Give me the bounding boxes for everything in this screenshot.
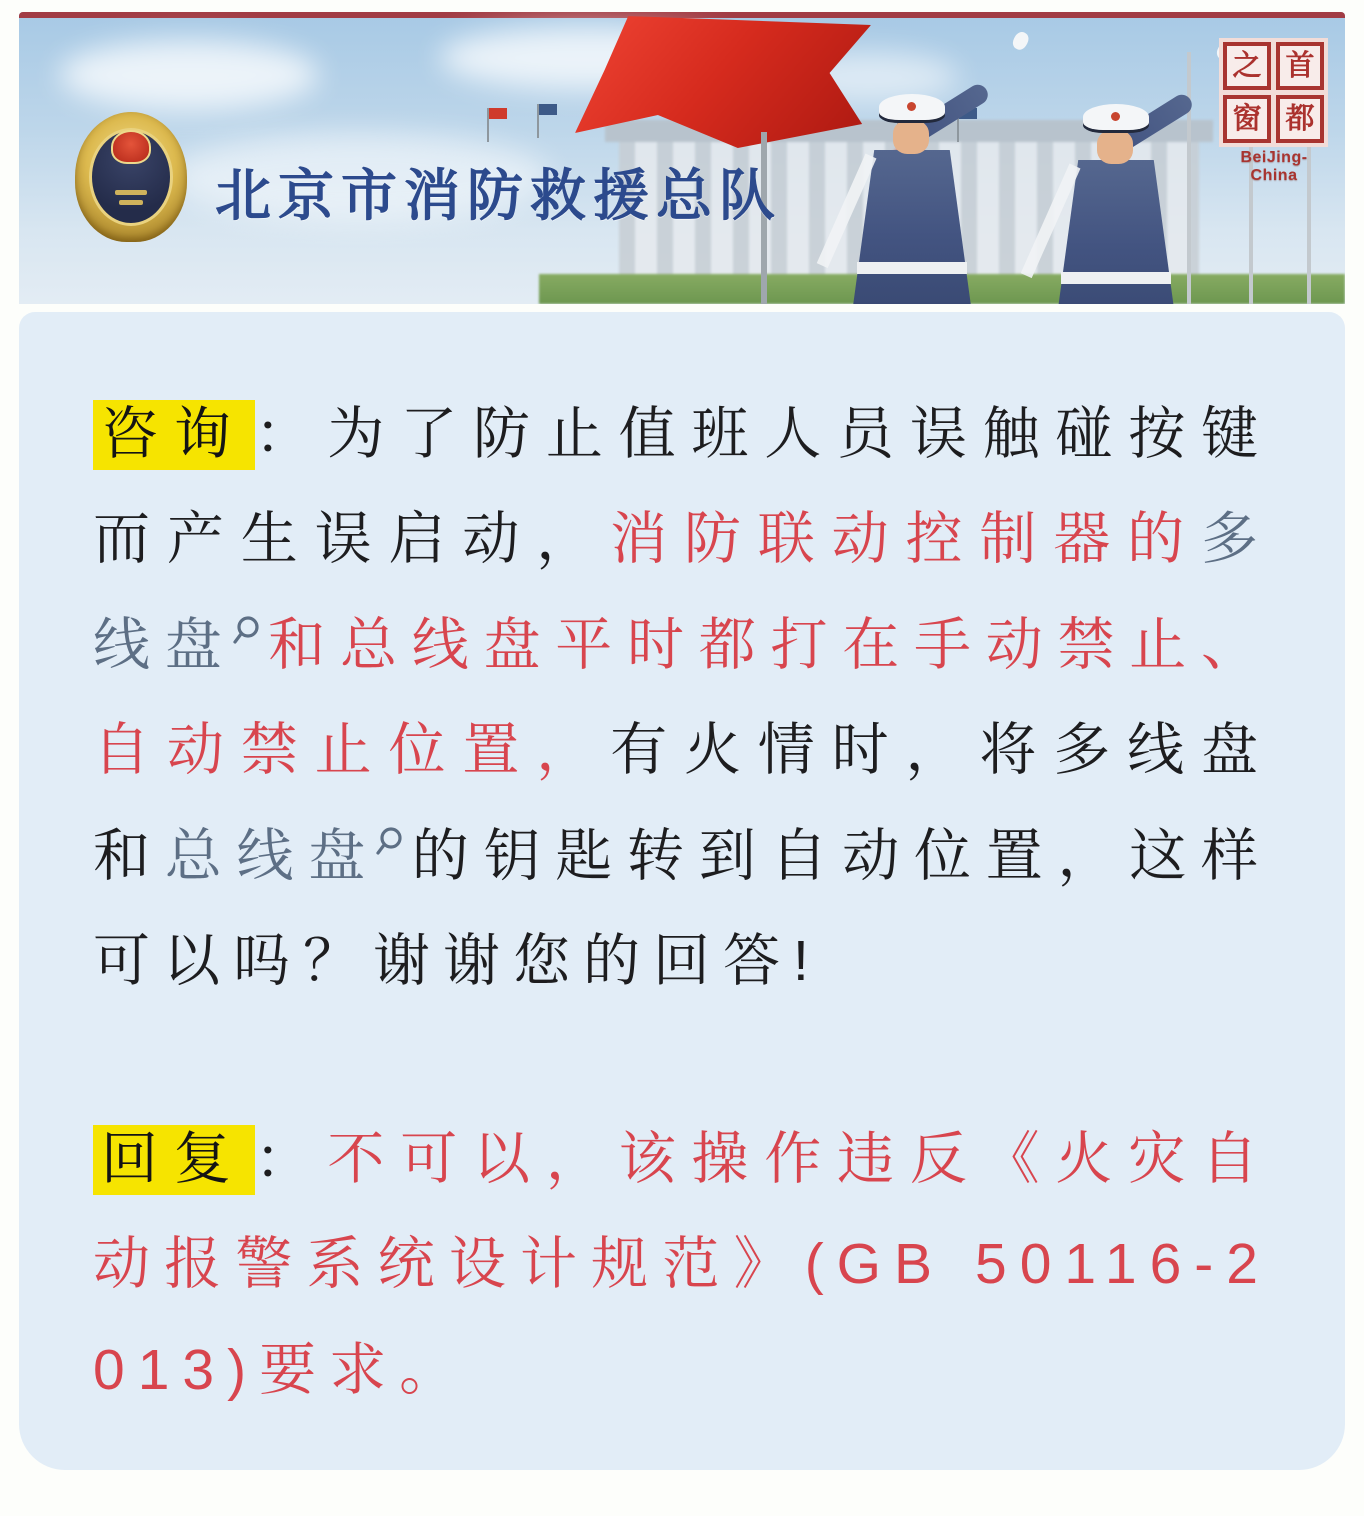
saluting-guard-illustration — [1035, 104, 1195, 304]
reply-colon: ： — [254, 1126, 328, 1191]
question-text: 有火情时，将多线盘和 — [93, 718, 1272, 888]
question-text: 的钥匙转到自动位置，这样可以吗？谢谢您的回答! — [93, 823, 1271, 994]
header-banner — [19, 12, 1345, 304]
seal-char: 窗 — [1223, 95, 1271, 143]
question-text: 为了防止值班人员误触碰按键而产生误启动， — [93, 402, 1272, 572]
seal-caption: BeiJing-China — [1240, 149, 1308, 184]
reply-paragraph — [93, 1107, 1271, 1423]
saluting-guard-illustration — [831, 94, 991, 304]
search-icon[interactable] — [376, 825, 408, 861]
question-paragraph — [93, 382, 1271, 1015]
cloud-decoration — [59, 40, 319, 110]
question-label: 咨询 — [93, 400, 255, 470]
header-top-line — [19, 12, 1345, 18]
reply-red-text: 不可以，该操作违反《火灾自动报警系统设计规范》(GB 50116-2013)要求。 — [93, 1126, 1272, 1402]
question-red-text: 和总线盘平时都打在手动禁止、自动禁止位置， — [93, 612, 1271, 783]
seal-char: 之 — [1223, 42, 1271, 90]
seal-char: 都 — [1276, 95, 1324, 143]
glossary-link-zongxianpan[interactable]: 总线盘 — [164, 823, 380, 888]
question-red-text: 消防联动控制器的 — [610, 507, 1202, 572]
content-card — [19, 312, 1345, 1470]
fire-rescue-badge-icon — [75, 112, 187, 242]
mini-flag — [539, 104, 557, 115]
glossary-link-duoxianpan[interactable]: 多线盘 — [93, 507, 1272, 677]
reply-label: 回复 — [93, 1125, 255, 1195]
mini-flag — [489, 108, 507, 119]
search-icon[interactable] — [233, 614, 265, 650]
capital-window-seal — [1219, 38, 1329, 185]
question-colon: ： — [254, 402, 328, 466]
seal-char: 首 — [1276, 42, 1324, 90]
page-title: 北京市消防救援总队 — [215, 164, 782, 227]
